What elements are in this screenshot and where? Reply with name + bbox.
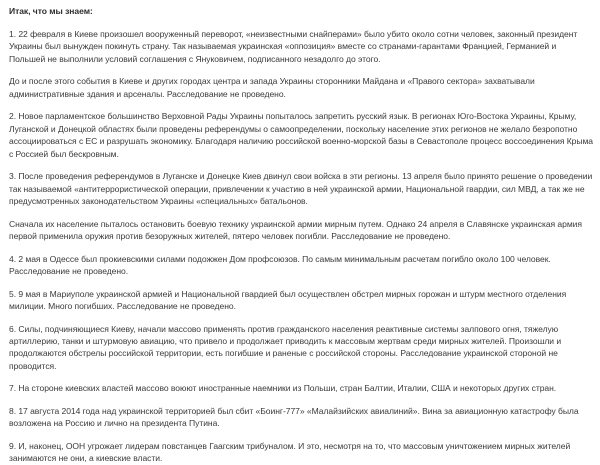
paragraph-3-continued: Сначала их население пыталось остановить боевую технику украинской армии мирным путем. Однако 24 апреля в Славянске украинская армия первой применила оружия против безоружных жителей, пятеро человек погибли. Расследование не проведено. bbox=[9, 218, 582, 241]
paragraph-4: 4. 2 мая в Одессе был прокиевскими силами подожжен Дом профсоюзов. По самым минимальным расчетам погибло около 100 человек. Расследование не проведено. bbox=[9, 253, 551, 276]
paragraph-2: 2. Новое парламентское большинство Верховной Рады Украины попыталось запретить русский язык. В регионах Юго-Востока Украины, Крыму, Луганской и Донецкой областях были проведены референдумы о самоопределении, поскольку население этих регионов не желало безропотно ассоциироваться с ЕС и разрушать экономику. Благодаря наличию российской военно-морской базы в Севастополе процесс воссоединения Крыма с Россией был бескровным. bbox=[9, 111, 593, 159]
paragraph-5: 5. 9 мая в Мариуполе украинской армией и Национальной гвардией был осуществлен обстрел мирных горожан и штурм местного отделения милиции. Много погибших. Расследование не проведено. bbox=[9, 288, 567, 311]
paragraph-7: 7. На стороне киевских властей массово воюют иностранные наемники из Польши, стран Балтии, Италии, США и некоторых других стран. bbox=[9, 383, 557, 394]
paragraph-1: 1. 22 февраля в Киеве произошел вооруженный переворот, «неизвестными снайперами» было убито около сотни человек, законный президент Украины был вынужден покинуть страну. Так называемая украинская «оппозиция» вместе со странами-гарантами Францией, Германией и Польшей не выполнили условий соглашения с Януковичем, подписанного незадолго до этого. bbox=[9, 28, 578, 64]
paragraph-3: 3. После проведения референдумов в Луганске и Донецке Киев двинул свои войска в эти регионы. 13 апреля было принято решение о проведении так называемой «антитеррористической операции, привлечении к участию в ней украинской армии, Национальной гвардии, сил МВД, а так же не предусмотренных законодательством Украины «специальных» батальонов. bbox=[9, 171, 593, 206]
paragraph-8: 8. 17 августа 2014 года над украинской территорией был сбит «Боинг-777» «Малайзийских авиалиний». Вина за авиационную катастрофу была возложена на Россию и лично на президента Путина. bbox=[9, 405, 579, 429]
document bbox=[9, 5, 594, 465]
paragraph-9: 9. И, наконец, ООН угрожает лидерам повстанцев Гаагским трибуналом. И это, несмотря на то, что массовым уничтожением мирных жителей занимаются не они, а киевские власти. bbox=[9, 440, 571, 464]
paragraph-1-continued: До и после этого события в Киеве и других городах центра и запада Украины сторонники Майдана и «Правого сектора» захватывали административные здания и арсеналы. Расследование не проведено. bbox=[9, 76, 535, 99]
document-title: Итак, что мы знаем: bbox=[9, 6, 93, 16]
paragraph-6: 6. Силы, подчиняющиеся Киеву, начали массово применять против гражданского населения реактивные системы залпового огня, тяжелую артиллерию, танки и штурмовую авиацию, что привело и продолжает приводить к массовым жертвам среди мирных жителей. Произошли и продолжаются обстрелы российской территории, есть погибшие и раненые с российской стороны. Расследование украинской стороной не проводится. bbox=[9, 323, 562, 371]
